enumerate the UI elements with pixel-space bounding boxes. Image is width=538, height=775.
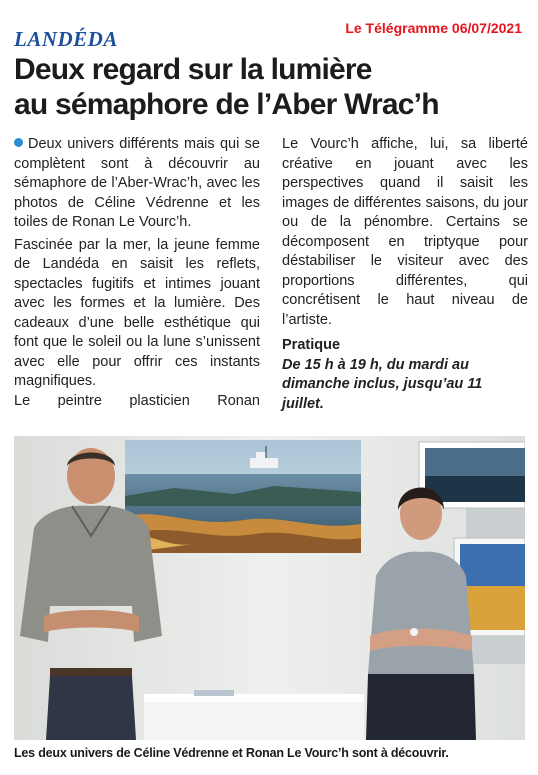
source-label: Le Télégramme 06/07/2021 <box>345 20 522 36</box>
article-column-right <box>282 135 528 414</box>
photo-illustration <box>14 436 525 740</box>
article-photo <box>14 436 525 740</box>
article-paragraph: Fascinée par la mer, la jeune femme de Landéda en saisit les reflets, spectacles fugitifs et intimes jouant avec les formes et la lumière. Des cadeaux d’une belle esthétique qui font que le soleil ou la lune s’unissent avec elle pour offrir ces instants magnifiques. <box>14 236 260 389</box>
bullet-icon <box>14 138 23 147</box>
headline <box>14 52 524 122</box>
article-column-left <box>14 135 260 411</box>
article-paragraph <box>14 135 260 233</box>
photo-caption: Les deux univers de Céline Védrenne et Ronan Le Vourc’h sont à découvrir. <box>14 746 449 760</box>
headline-line-1: Deux regard sur la lumière <box>14 53 372 86</box>
painting <box>125 440 361 553</box>
paragraph-text: Deux univers différents mais qui se complètent sont à découvrir au sémaphore de l’Aber-Wrac’h, avec les photos de Céline Védrenne et les toiles de Ronan Le Vourc’h. <box>14 136 260 230</box>
pratique-text: De 15 h à 19 h, du mardi au dimanche inclus, jusqu’au 11 juillet. <box>282 356 483 412</box>
kicker: LANDÉDA <box>14 27 118 51</box>
article-paragraph: Le peintre plasticien Ronan <box>14 392 260 409</box>
pratique-title: Pratique <box>282 337 341 353</box>
headline-line-2: au sémaphore de l’Aber Wrac’h <box>14 88 439 121</box>
article-paragraph: Le Vourc’h affiche, lui, sa liberté créative en jouant avec les perspectives quand il saisit les images de différentes saisons, du jour ou de la pénombre. Certains se décomposent en triptyque pour déstabiliser le visiteur avec des proportions différentes, qui concrétisent le haut niveau de l’artiste. <box>282 136 528 328</box>
